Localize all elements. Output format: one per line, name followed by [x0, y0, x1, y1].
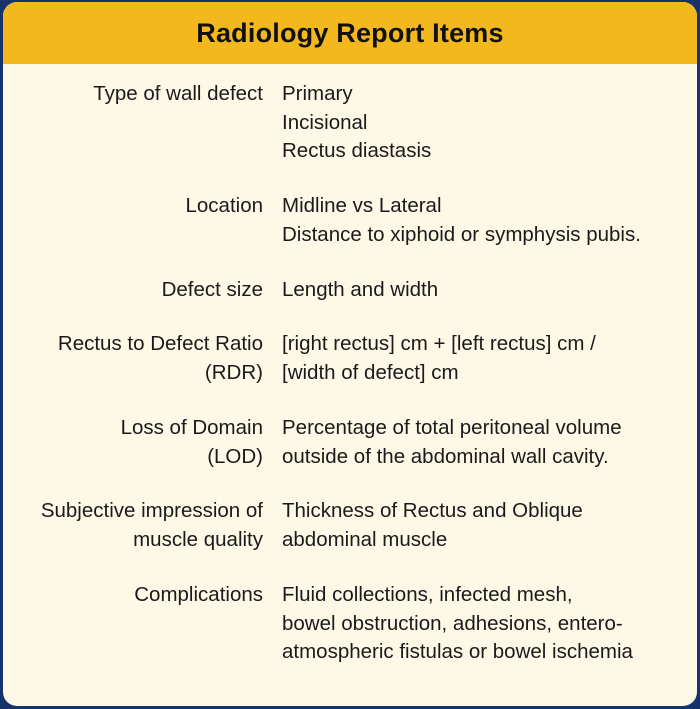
- item-value-line: [width of defect] cm: [282, 360, 459, 384]
- item-value-line: Distance to xiphoid or symphysis pubis.: [282, 222, 641, 246]
- item-label-line: Subjective impression of: [40, 499, 263, 522]
- item-value-line: Fluid collections, infected mesh,: [282, 583, 573, 606]
- item-value: [282, 581, 692, 667]
- item-label-line: muscle quality: [133, 527, 263, 551]
- item-label-line: Location: [185, 194, 263, 217]
- card-header: [3, 2, 697, 64]
- item-label: [8, 276, 263, 305]
- item-value: [282, 276, 692, 305]
- item-value-line: Incisional: [282, 110, 368, 134]
- item-label-line: Loss of Domain: [120, 416, 263, 439]
- item-value-line: Percentage of total peritoneal volume: [282, 416, 622, 439]
- item-label: [8, 497, 263, 554]
- item-label: [8, 80, 263, 109]
- item-label: [8, 330, 263, 387]
- item-value-line: abdominal muscle: [282, 527, 448, 551]
- item-label: [8, 581, 263, 610]
- item-value: [282, 80, 692, 166]
- item-value-line: Rectus diastasis: [282, 139, 432, 162]
- item-value-line: Primary: [282, 82, 353, 105]
- item-value-line: bowel obstruction, adhesions, entero-: [282, 611, 623, 635]
- item-label: [8, 414, 263, 471]
- item-label-line: (RDR): [204, 360, 263, 384]
- item-label-line: Complications: [134, 583, 263, 606]
- item-value-line: Length and width: [282, 278, 439, 301]
- item-value: [282, 497, 692, 554]
- card-title: Radiology Report Items: [196, 17, 504, 48]
- item-value: [282, 192, 692, 249]
- item-value-line: [right rectus] cm + [left rectus] cm /: [282, 332, 596, 355]
- item-label-line: Rectus to Defect Ratio: [57, 332, 263, 355]
- item-label-line: Defect size: [161, 278, 263, 301]
- item-value-line: Thickness of Rectus and Oblique: [282, 499, 583, 522]
- report-card: [3, 2, 697, 706]
- item-value-line: atmospheric fistulas or bowel ischemia: [282, 640, 633, 663]
- item-value: [282, 414, 692, 471]
- item-label-line: Type of wall defect: [93, 82, 263, 105]
- item-label: [8, 192, 263, 221]
- item-value-line: outside of the abdominal wall cavity.: [282, 444, 609, 468]
- item-label-line: (LOD): [207, 444, 263, 468]
- item-value-line: Midline vs Lateral: [282, 194, 442, 217]
- item-value: [282, 330, 692, 387]
